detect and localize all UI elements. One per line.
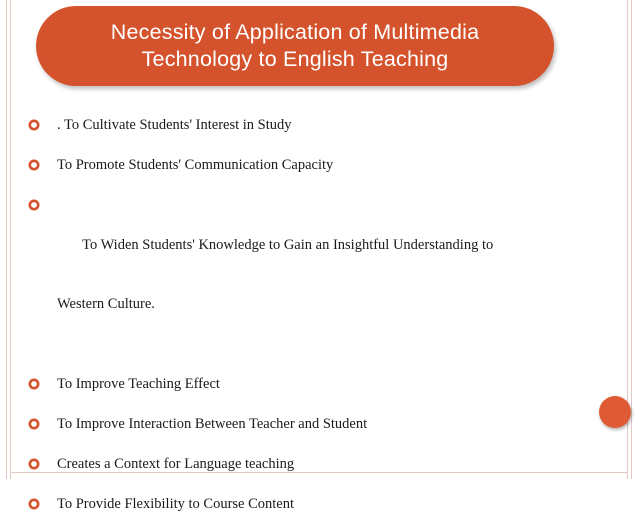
bullet-text: To Widen Students' Knowledge to Gain an Insightful Understanding to <box>78 237 494 253</box>
left-border-outer <box>6 0 7 479</box>
bullet-item <box>28 494 588 514</box>
slide-title-line-2: Technology to English Teaching <box>141 47 449 71</box>
circle-ring-icon <box>28 199 40 211</box>
bullet-text: To Provide Flexibility to Course Content <box>57 496 295 512</box>
bullet-item <box>28 374 588 394</box>
bullet-text: To Promote Students' Communication Capacity <box>57 157 334 173</box>
circle-ring-icon <box>28 159 40 171</box>
bullet-item <box>28 155 588 175</box>
slide-title-line-1: Necessity of Application of Multimedia <box>110 20 480 44</box>
left-border-inner <box>10 0 11 479</box>
bullet-item <box>28 195 588 354</box>
bullet-text: To Improve Interaction Between Teacher and Student <box>57 416 368 432</box>
decorative-corner-circle <box>599 396 631 428</box>
bullet-list <box>28 107 588 514</box>
circle-ring-icon <box>28 498 40 510</box>
bullet-text: Creates a Context for Language teaching <box>57 456 295 472</box>
bullet-item <box>28 454 588 474</box>
circle-ring-icon <box>28 378 40 390</box>
bullet-item <box>28 414 588 434</box>
circle-ring-icon <box>28 119 40 131</box>
circle-ring-icon <box>28 458 40 470</box>
slide-title-banner <box>36 6 554 86</box>
bullet-item <box>28 115 588 135</box>
right-border-outer <box>631 0 632 479</box>
bullet-text: . To Cultivate Students' Interest in Study <box>57 117 292 133</box>
slide-title <box>111 19 480 73</box>
bullet-text-continuation: Western Culture. <box>57 296 155 312</box>
bullet-text: To Improve Teaching Effect <box>57 376 220 392</box>
circle-ring-icon <box>28 418 40 430</box>
